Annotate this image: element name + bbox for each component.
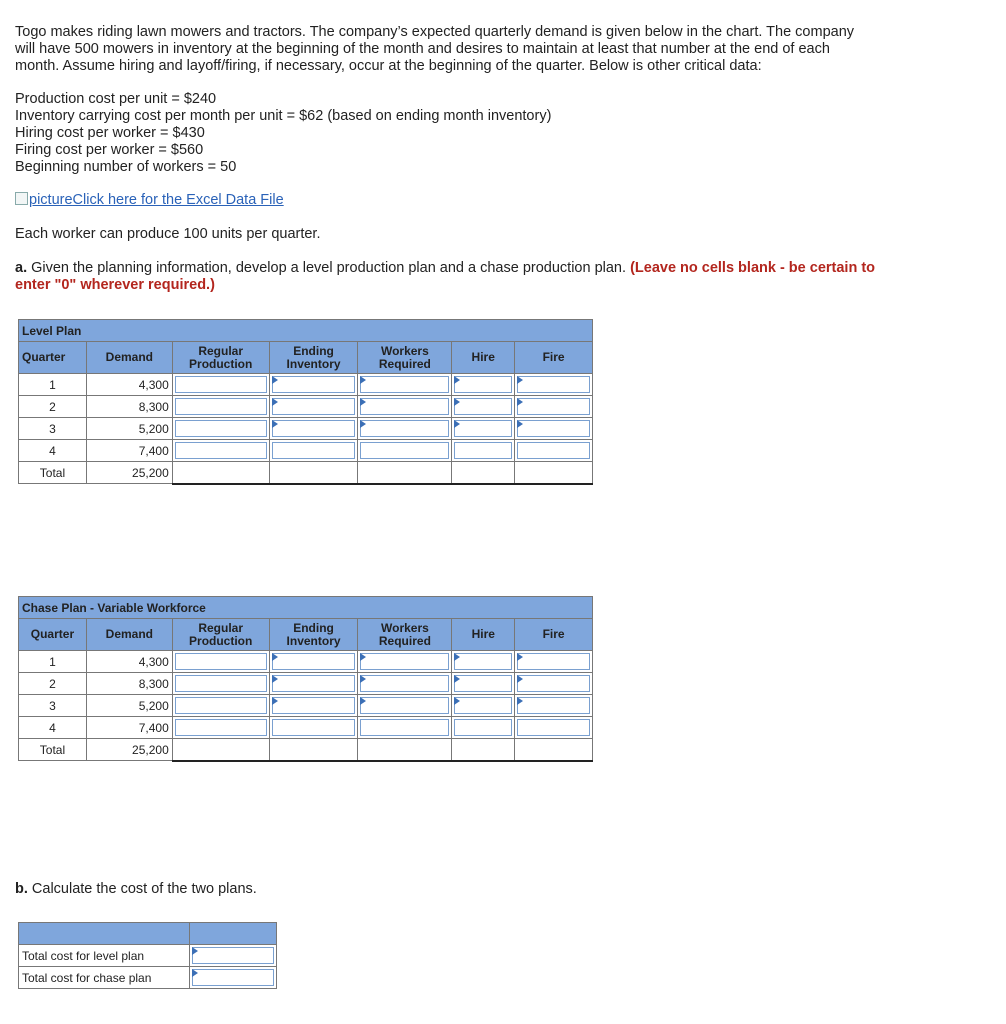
chase-plan-title: Chase Plan - Variable Workforce bbox=[19, 597, 593, 619]
regular-production-input[interactable] bbox=[172, 440, 269, 462]
demand-cell: 8,300 bbox=[86, 673, 172, 695]
total-workers-required-input[interactable] bbox=[358, 462, 452, 484]
workers-required-input[interactable] bbox=[358, 717, 452, 739]
total-demand: 25,200 bbox=[86, 739, 172, 761]
ending-inventory-input[interactable] bbox=[269, 418, 358, 440]
intro-line-2: will have 500 mowers in inventory at the beginning of the month and desires to maintain at least that number at the end of each bbox=[15, 41, 830, 57]
total-label: Total bbox=[19, 462, 87, 484]
quarter-cell: 3 bbox=[19, 418, 87, 440]
total-ending-inventory-input[interactable] bbox=[269, 462, 358, 484]
total-regular-production-input[interactable] bbox=[172, 462, 269, 484]
regular-production-input[interactable] bbox=[172, 717, 269, 739]
question-a bbox=[15, 260, 935, 294]
demand-cell: 5,200 bbox=[86, 695, 172, 717]
beginning-workers-line: Beginning number of workers = 50 bbox=[15, 159, 237, 175]
total-ending-inventory-input[interactable] bbox=[269, 739, 358, 761]
workers-required-input[interactable] bbox=[358, 374, 452, 396]
workers-required-input[interactable] bbox=[358, 695, 452, 717]
ending-inventory-input[interactable] bbox=[269, 374, 358, 396]
total-regular-production-input[interactable] bbox=[172, 739, 269, 761]
hire-input[interactable] bbox=[452, 418, 515, 440]
fire-input[interactable] bbox=[515, 396, 593, 418]
col-workers-required: Workers Required bbox=[358, 619, 452, 651]
ending-inventory-input[interactable] bbox=[269, 673, 358, 695]
table-row bbox=[19, 673, 593, 695]
col-regular-production: Regular Production bbox=[172, 619, 269, 651]
table-row bbox=[19, 374, 593, 396]
total-workers-required-input[interactable] bbox=[358, 739, 452, 761]
total-row bbox=[19, 739, 593, 761]
table-row bbox=[19, 396, 593, 418]
intro-line-1: Togo makes riding lawn mowers and tractors. The company’s expected quarterly demand is given below in the chart. The company bbox=[15, 24, 855, 40]
quarter-cell: 1 bbox=[19, 374, 87, 396]
demand-cell: 4,300 bbox=[86, 651, 172, 673]
col-ending-inventory: Ending Inventory bbox=[269, 619, 358, 651]
worker-capacity-text: Each worker can produce 100 units per quarter. bbox=[15, 226, 321, 242]
fire-input[interactable] bbox=[515, 717, 593, 739]
inventory-cost-line: Inventory carrying cost per month per unit = $62 (based on ending month inventory) bbox=[15, 108, 552, 124]
intro-line-3: month. Assume hiring and layoff/firing, if necessary, occur at the beginning of the quarter. Below is other critical data: bbox=[15, 58, 762, 74]
workers-required-input[interactable] bbox=[358, 440, 452, 462]
ending-inventory-input[interactable] bbox=[269, 695, 358, 717]
regular-production-input[interactable] bbox=[172, 374, 269, 396]
quarter-cell: 4 bbox=[19, 440, 87, 462]
col-ending-inventory: Ending Inventory bbox=[269, 342, 358, 374]
excel-data-link[interactable] bbox=[15, 192, 284, 209]
fire-input[interactable] bbox=[515, 374, 593, 396]
excel-link-text: Click here for the Excel Data File bbox=[72, 192, 284, 208]
col-regular-production: Regular Production bbox=[172, 342, 269, 374]
workers-required-input[interactable] bbox=[358, 396, 452, 418]
regular-production-input[interactable] bbox=[172, 695, 269, 717]
ending-inventory-input[interactable] bbox=[269, 396, 358, 418]
hire-input[interactable] bbox=[452, 440, 515, 462]
col-demand: Demand bbox=[86, 619, 172, 651]
demand-cell: 4,300 bbox=[86, 374, 172, 396]
col-fire: Fire bbox=[515, 619, 593, 651]
demand-cell: 5,200 bbox=[86, 418, 172, 440]
quarter-cell: 2 bbox=[19, 673, 87, 695]
hire-input[interactable] bbox=[452, 717, 515, 739]
col-hire: Hire bbox=[452, 342, 515, 374]
regular-production-input[interactable] bbox=[172, 418, 269, 440]
question-a-instruction-1: (Leave no cells blank - be certain to bbox=[630, 260, 876, 276]
ending-inventory-input[interactable] bbox=[269, 440, 358, 462]
table-row bbox=[19, 945, 277, 967]
hiring-cost-line: Hiring cost per worker = $430 bbox=[15, 125, 205, 141]
hire-input[interactable] bbox=[452, 396, 515, 418]
col-demand: Demand bbox=[86, 342, 172, 374]
demand-cell: 7,400 bbox=[86, 717, 172, 739]
fire-input[interactable] bbox=[515, 673, 593, 695]
level-cost-input[interactable] bbox=[190, 945, 277, 967]
fire-input[interactable] bbox=[515, 651, 593, 673]
col-quarter: Quarter bbox=[19, 342, 87, 374]
table-row bbox=[19, 717, 593, 739]
question-a-instruction-2: enter "0" wherever required.) bbox=[15, 277, 215, 293]
table-row bbox=[19, 418, 593, 440]
fire-input[interactable] bbox=[515, 695, 593, 717]
hire-input[interactable] bbox=[452, 651, 515, 673]
problem-intro bbox=[15, 24, 915, 75]
firing-cost-line: Firing cost per worker = $560 bbox=[15, 142, 204, 158]
demand-cell: 8,300 bbox=[86, 396, 172, 418]
chase-plan-table bbox=[18, 596, 593, 762]
demand-cell: 7,400 bbox=[86, 440, 172, 462]
workers-required-input[interactable] bbox=[358, 651, 452, 673]
level-plan-header-row bbox=[19, 342, 593, 374]
quarter-cell: 4 bbox=[19, 717, 87, 739]
regular-production-input[interactable] bbox=[172, 396, 269, 418]
quarter-cell: 2 bbox=[19, 396, 87, 418]
quarter-cell: 1 bbox=[19, 651, 87, 673]
level-plan-table bbox=[18, 319, 593, 485]
excel-link-alt: picture bbox=[29, 192, 73, 208]
table-row bbox=[19, 695, 593, 717]
hire-input[interactable] bbox=[452, 673, 515, 695]
total-label: Total bbox=[19, 739, 87, 761]
total-demand: 25,200 bbox=[86, 462, 172, 484]
table-row bbox=[19, 967, 277, 989]
production-cost-line: Production cost per unit = $240 bbox=[15, 91, 217, 107]
chase-plan-header-row bbox=[19, 619, 593, 651]
hire-input[interactable] bbox=[452, 695, 515, 717]
question-b-prefix: b. bbox=[15, 881, 28, 897]
cost-header-right bbox=[190, 923, 277, 945]
fire-input[interactable] bbox=[515, 418, 593, 440]
total-fire-input[interactable] bbox=[515, 739, 593, 761]
regular-production-input[interactable] bbox=[172, 651, 269, 673]
cost-header-left bbox=[19, 923, 190, 945]
total-row bbox=[19, 462, 593, 484]
level-cost-label: Total cost for level plan bbox=[19, 945, 190, 967]
fire-input[interactable] bbox=[515, 440, 593, 462]
chase-cost-input[interactable] bbox=[190, 967, 277, 989]
broken-image-icon bbox=[15, 192, 28, 205]
question-a-text: Given the planning information, develop a level production plan and a chase production plan. bbox=[27, 260, 631, 276]
ending-inventory-input[interactable] bbox=[269, 717, 358, 739]
col-workers-required: Workers Required bbox=[358, 342, 452, 374]
col-quarter: Quarter bbox=[19, 619, 87, 651]
total-fire-input[interactable] bbox=[515, 462, 593, 484]
hire-input[interactable] bbox=[452, 374, 515, 396]
ending-inventory-input[interactable] bbox=[269, 651, 358, 673]
table-row bbox=[19, 440, 593, 462]
regular-production-input[interactable] bbox=[172, 673, 269, 695]
table-row bbox=[19, 651, 593, 673]
workers-required-input[interactable] bbox=[358, 418, 452, 440]
question-a-prefix: a. bbox=[15, 260, 28, 276]
total-hire-input[interactable] bbox=[452, 462, 515, 484]
col-fire: Fire bbox=[515, 342, 593, 374]
chase-cost-label: Total cost for chase plan bbox=[19, 967, 190, 989]
question-b bbox=[15, 881, 257, 898]
question-b-text: Calculate the cost of the two plans. bbox=[27, 881, 257, 897]
workers-required-input[interactable] bbox=[358, 673, 452, 695]
cost-table bbox=[18, 922, 277, 989]
total-hire-input[interactable] bbox=[452, 739, 515, 761]
critical-data-list bbox=[15, 91, 551, 176]
col-hire: Hire bbox=[452, 619, 515, 651]
quarter-cell: 3 bbox=[19, 695, 87, 717]
level-plan-title: Level Plan bbox=[19, 320, 593, 342]
